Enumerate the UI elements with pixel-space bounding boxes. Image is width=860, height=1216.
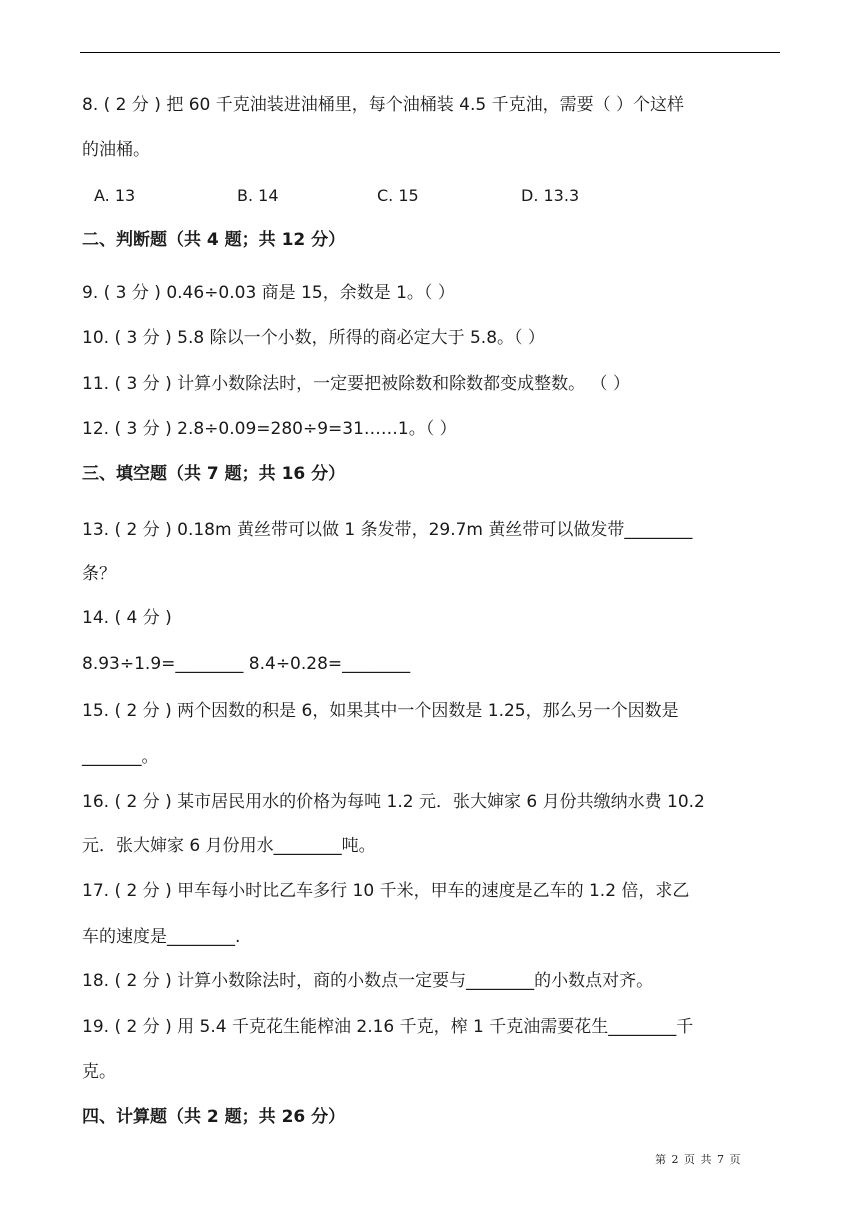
question-13-line-2: 条？: [82, 564, 116, 584]
option-d: D. 13.3: [521, 186, 580, 205]
page-footer: 第 2 页 共 7 页: [655, 1153, 742, 1166]
question-16-line-2: 元．张大婶家 6 月份用水________吨。: [82, 836, 376, 856]
option-b: B. 14: [237, 186, 279, 205]
question-19-line-1: 19. ( 2 分 ) 用 5.4 千克花生能榨油 2.16 千克，榨 1 千克油需要花生________千: [82, 1017, 694, 1037]
question-15-line-1: 15. ( 2 分 ) 两个因数的积是 6，如果其中一个因数是 1.25，那么另一个因数是: [82, 701, 679, 721]
question-12: 12. ( 3 分 ) 2.8÷0.09=280÷9=31……1。（ ）: [82, 419, 457, 439]
question-14-line-2: 8.93÷1.9=________ 8.4÷0.28=________: [82, 654, 411, 674]
question-17-line-1: 17. ( 2 分 ) 甲车每小时比乙车多行 10 千米，甲车的速度是乙车的 1.2 倍，求乙: [82, 881, 690, 901]
question-16-line-1: 16. ( 2 分 ) 某市居民用水的价格为每吨 1.2 元．张大婶家 6 月份共缴纳水费 10.2: [82, 792, 705, 812]
question-19-line-2: 克。: [82, 1062, 116, 1082]
question-9: 9. ( 3 分 ) 0.46÷0.03 商是 15，余数是 1。（ ）: [82, 283, 455, 303]
question-8-line-2: 的油桶。: [82, 140, 150, 160]
header-rule: [80, 52, 780, 53]
section-3-title: 三、填空题（共 7 题；共 16 分）: [82, 464, 346, 484]
question-15-line-2: _______。: [82, 747, 159, 767]
option-c: C. 15: [377, 186, 419, 205]
option-a: A. 13: [94, 186, 136, 205]
question-18: 18. ( 2 分 ) 计算小数除法时，商的小数点一定要与________的小数点对齐。: [82, 971, 654, 991]
question-11: 11. ( 3 分 ) 计算小数除法时，一定要把被除数和除数都变成整数。 （ ）: [82, 374, 630, 394]
question-13-line-1: 13. ( 2 分 ) 0.18m 黄丝带可以做 1 条发带，29.7m 黄丝带可以做发带________: [82, 520, 693, 540]
question-17-line-2: 车的速度是________.: [82, 927, 241, 947]
question-14-line-1: 14. ( 4 分 ): [82, 608, 172, 628]
section-2-title: 二、判断题（共 4 题；共 12 分）: [82, 230, 346, 250]
question-8-line-1: 8. ( 2 分 ) 把 60 千克油装进油桶里，每个油桶装 4.5 千克油，需要（ ）个这样: [82, 95, 685, 115]
question-10: 10. ( 3 分 ) 5.8 除以一个小数，所得的商必定大于 5.8。（ ）: [82, 328, 545, 348]
section-4-title: 四、计算题（共 2 题；共 26 分）: [82, 1107, 346, 1127]
